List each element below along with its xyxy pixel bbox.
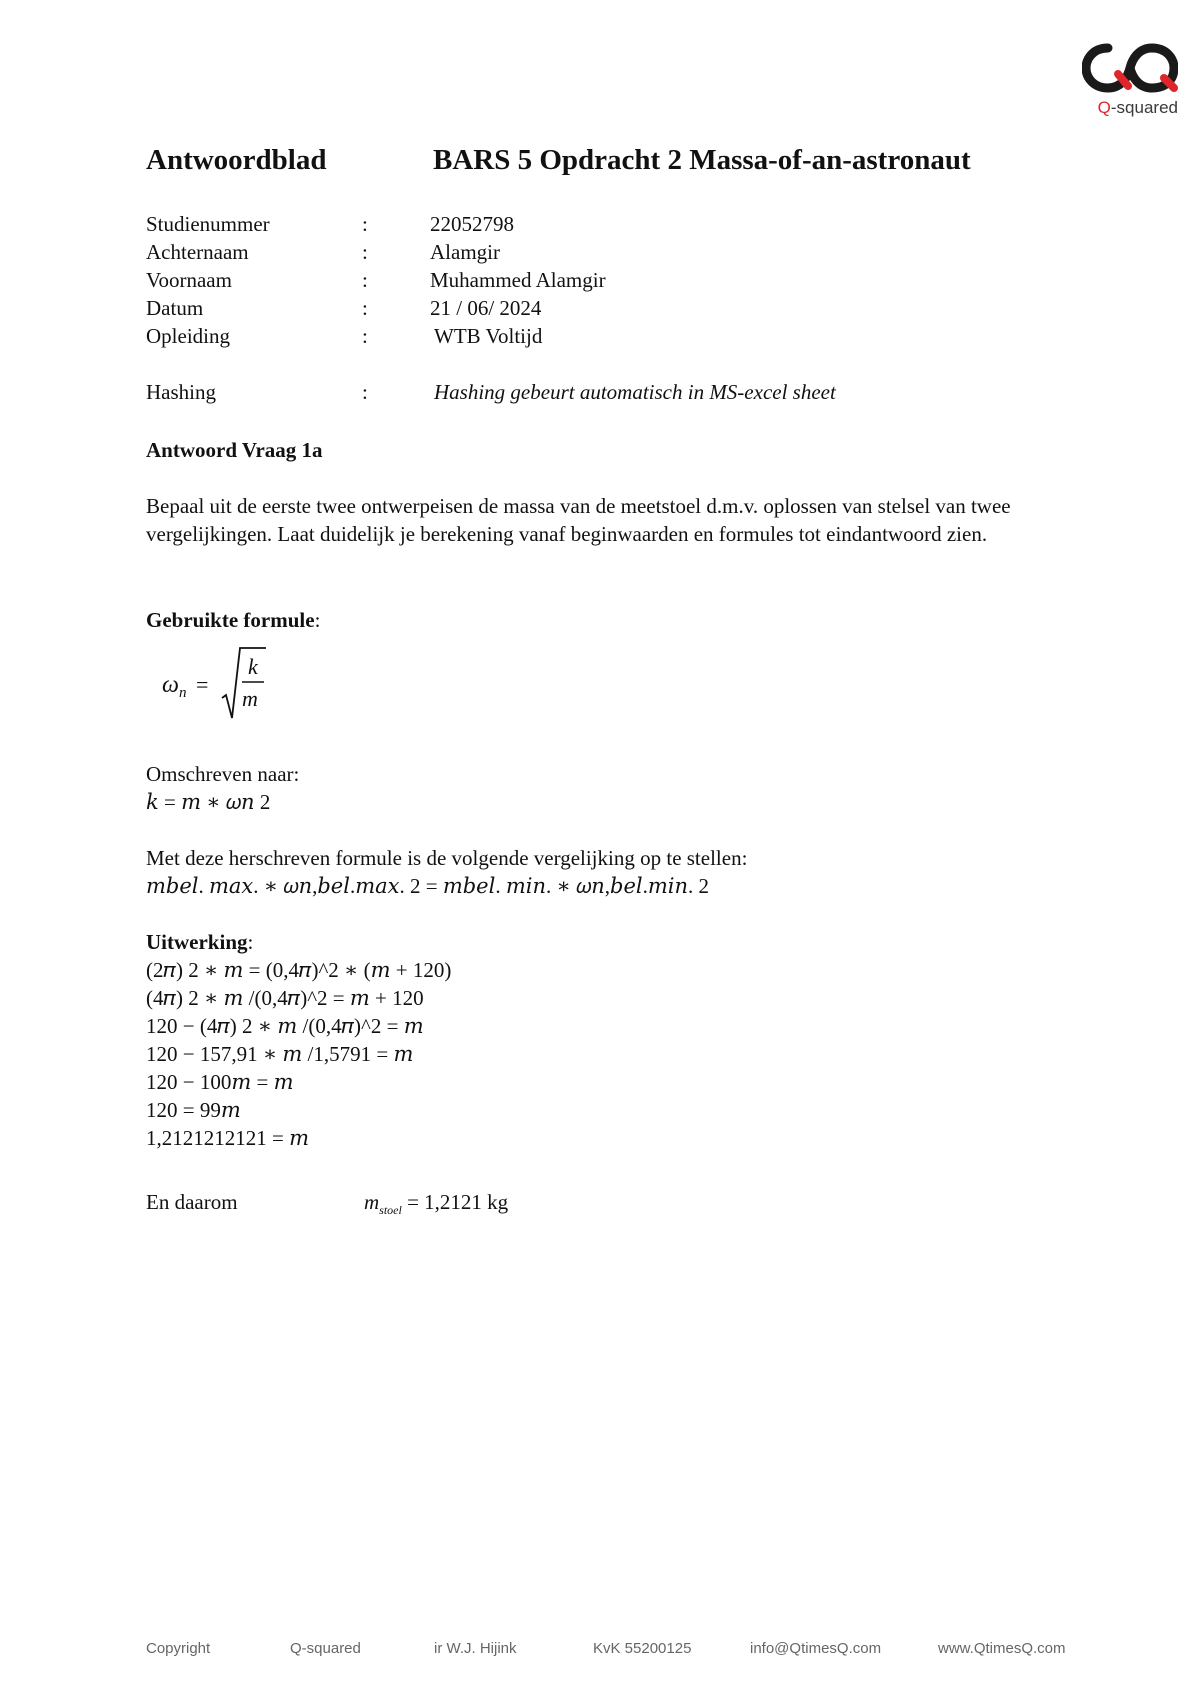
equation-expression: 𝑚𝑏𝑒𝑙. 𝑚𝑎𝑥. ∗ 𝜔𝑛,𝑏𝑒𝑙.𝑚𝑎𝑥. 2 = 𝑚𝑏𝑒𝑙. 𝑚𝑖𝑛. ∗ 𝜔𝑛,𝑏𝑒𝑙.𝑚𝑖𝑛. 2 — [146, 874, 710, 898]
info-label: Voornaam — [146, 268, 232, 292]
answer-value: $m_{stoel} = 1,2121$ kg — [364, 1190, 509, 1218]
svg-text:ω: ω — [162, 672, 179, 698]
infinity-logo-icon — [1082, 40, 1178, 96]
document-title-left: Antwoordblad — [146, 144, 327, 176]
info-colon: : — [362, 240, 368, 264]
work-line: 1,2121212121 = 𝑚 — [146, 1126, 310, 1150]
svg-text:n: n — [179, 685, 187, 701]
q-squared-logo — [1082, 40, 1178, 118]
info-value: 21 / 06/ 2024 — [430, 296, 542, 320]
info-colon: : — [362, 380, 368, 404]
formula-heading: Gebruikte formule: — [146, 608, 321, 632]
document-title-right: BARS 5 Opdracht 2 Massa-of-an-astronaut — [433, 144, 971, 176]
info-value: WTB Voltijd — [434, 324, 543, 348]
svg-text:=: = — [196, 672, 209, 697]
formula-omega — [160, 640, 270, 729]
footer-company: Q-squared — [290, 1640, 361, 1657]
svg-text:m: m — [242, 686, 258, 711]
info-colon: : — [362, 296, 368, 320]
answer-label: En daarom — [146, 1190, 238, 1214]
work-line: (4𝜋) 2 ∗ 𝑚 /(0,4𝜋)^2 = 𝑚 + 120 — [146, 986, 424, 1010]
rewritten-label: Omschreven naar: — [146, 762, 300, 786]
work-heading: Uitwerking: — [146, 930, 254, 954]
work-line: 120 − 157,91 ∗ 𝑚 /1,5791 = 𝑚 — [146, 1042, 414, 1066]
equation-label: Met deze herschreven formule is de volgende vergelijking op te stellen: — [146, 846, 748, 870]
question-heading: Antwoord Vraag 1a — [146, 438, 323, 462]
logo-wordmark: Q-squared — [1097, 98, 1178, 117]
footer-copyright: Copyright — [146, 1640, 211, 1657]
info-colon: : — [362, 268, 368, 292]
info-value: 22052798 — [430, 212, 514, 236]
svg-text:k: k — [248, 654, 258, 679]
formula-graphic — [160, 640, 270, 724]
work-line: 120 − (4𝜋) 2 ∗ 𝑚 /(0,4𝜋)^2 = 𝑚 — [146, 1014, 424, 1038]
footer-email-link[interactable]: info@QtimesQ.com — [750, 1640, 882, 1657]
info-label: Achternaam — [146, 240, 249, 264]
work-line: 120 = 99𝑚 — [146, 1098, 241, 1122]
work-line: 120 − 100𝑚 = 𝑚 — [146, 1070, 294, 1094]
info-colon: : — [362, 324, 368, 348]
info-label: Hashing — [146, 380, 216, 404]
work-lines — [146, 956, 1066, 1152]
footer-website-link[interactable]: www.QtimesQ.com — [938, 1640, 1066, 1657]
question-text: Bepaal uit de eerste twee ontwerpeisen de massa van de meetstoel d.m.v. oplossen van stelsel van twee vergelijkingen. Laat duidelijk je berekening vanaf beginwaarden en formules tot eindantwoord zien. — [146, 494, 1011, 546]
info-colon: : — [362, 212, 368, 236]
rewritten-expression: 𝑘 = 𝑚 ∗ 𝜔𝑛 2 — [146, 790, 271, 814]
footer-person: ir W.J. Hijink — [434, 1640, 517, 1657]
hashing-value: Hashing gebeurt automatisch in MS-excel sheet — [434, 380, 836, 404]
info-value: Alamgir — [430, 240, 500, 264]
info-label: Opleiding — [146, 324, 230, 348]
footer-kvk: KvK 55200125 — [593, 1640, 692, 1657]
info-value: Muhammed Alamgir — [430, 268, 606, 292]
info-label: Studienummer — [146, 212, 270, 236]
info-label: Datum — [146, 296, 204, 320]
work-line: (2𝜋) 2 ∗ 𝑚 = (0,4𝜋)^2 ∗ (𝑚 + 120) — [146, 958, 452, 982]
